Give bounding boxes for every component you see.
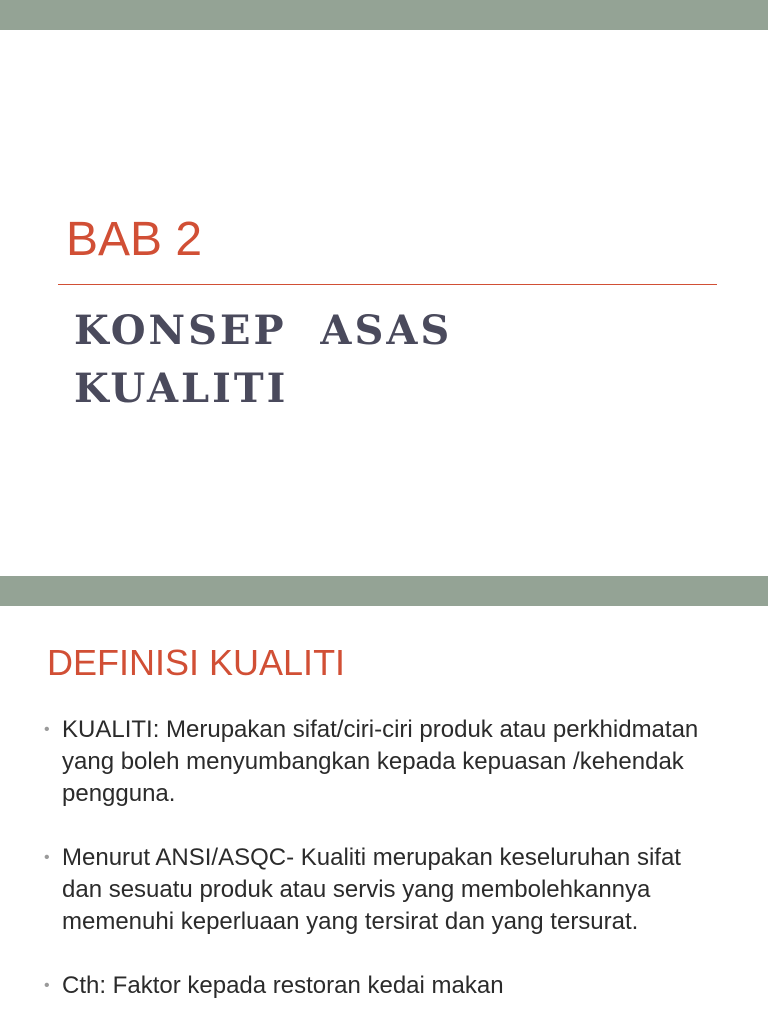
list-item-text: KUALITI: Merupakan sifat/ciri-ciri produk atau perkhidmatan yang boleh menyumbangkan kepada kepuasan /kehendak pengguna. <box>62 716 699 807</box>
list-item-text: Menurut ANSI/ASQC- Kualiti merupakan keseluruhan sifat dan sesuatu produk atau servis yang membolehkannya memenuhi keperluaan yang tersirat dan yang tersurat. <box>62 844 681 935</box>
bullet-icon: • <box>44 721 50 738</box>
list-item <box>44 970 724 1002</box>
title-divider <box>58 284 717 285</box>
slide-separator-band <box>0 576 768 606</box>
bullet-icon: • <box>44 977 50 994</box>
slide1-title: BAB 2 <box>66 213 203 266</box>
list-item-text: Cth: Faktor kepada restoran kedai makan <box>62 972 504 999</box>
bullet-icon: • <box>44 849 50 866</box>
list-item <box>44 714 724 810</box>
top-header-band <box>0 0 768 30</box>
slide2-title: DEFINISI KUALITI <box>47 642 346 683</box>
list-item <box>44 842 724 938</box>
definition-list <box>44 714 724 1024</box>
slide1-subtitle: KONSEP ASAS KUALITI <box>74 307 453 412</box>
